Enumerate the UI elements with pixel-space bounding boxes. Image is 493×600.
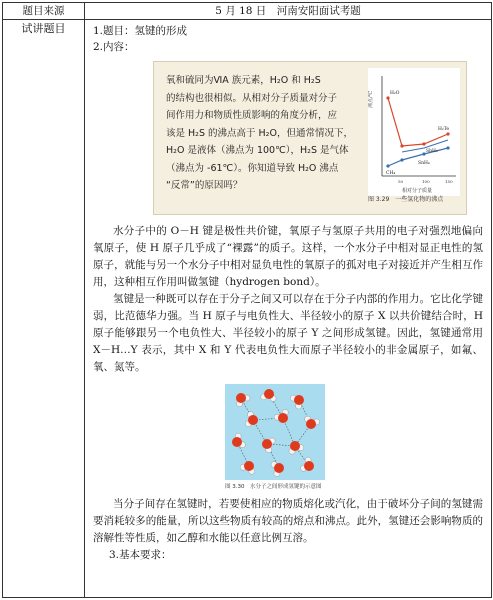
oxygen-atom <box>244 461 254 471</box>
oxygen-atom <box>274 463 284 473</box>
y-axis-label: 沸点/℃ <box>368 90 374 108</box>
source-label: 题目来源 <box>3 3 85 20</box>
data-point <box>386 164 389 167</box>
paragraph-hydrogen-bond-definition: 氢键是一种既可以存在于分子之间又可以存在于分子内部的作用力。它比化学键弱，比范德华力强。当 H 原子与电负性大、半径较小的原子 X 以共价键结合时，H 原子能够跟另一个电负性大、半径较小的原子 Y 之间形成氢键。因此，氢键通常用 X－H…Y 表示，其中 X 和 Y 代表电负性大而原子半径较小的非金属原子，如氟、氧、氮等。 <box>93 293 483 373</box>
x-tick-label: 100 <box>422 179 430 184</box>
content-body <box>85 20 491 563</box>
x-axis-label: 相对分子质量 <box>402 188 433 194</box>
source-value: 5 月 18 日 河南安阳面试考题 <box>85 3 492 20</box>
data-point <box>422 142 425 145</box>
oxygen-atom <box>306 419 316 429</box>
textbook-line: 的结构也很相似。从相对分子质量对分子 <box>166 92 338 104</box>
data-point <box>400 158 403 161</box>
lecture-topic-label: 试讲题目 <box>3 20 85 598</box>
series-label: SbH₃ <box>426 149 438 154</box>
water-molecules-diagram <box>225 384 325 480</box>
molecule-illustration <box>225 384 325 480</box>
data-point <box>386 96 389 99</box>
oxygen-atom <box>248 415 258 425</box>
series-label: CH₄ <box>386 171 396 176</box>
x-tick-label: 150 <box>445 179 453 184</box>
oxygen-atom <box>304 461 314 471</box>
molecule-caption: 图 3.30 水分子之间形成氢键的示意图 <box>225 484 322 490</box>
boiling-point-chart <box>368 68 460 208</box>
series-label: H₂O <box>390 91 400 96</box>
content-cell <box>85 20 492 598</box>
series-label: H₂Te <box>438 127 450 132</box>
textbook-line: “反常”的原因吗？ <box>166 180 243 191</box>
data-point <box>446 132 449 135</box>
oxygen-atom <box>264 389 274 399</box>
textbook-excerpt <box>153 61 467 215</box>
oxygen-atom <box>290 441 300 451</box>
molecule-figure <box>225 384 325 490</box>
question-table <box>2 2 492 598</box>
requirements-line: 3.基本要求： <box>109 549 172 561</box>
oxygen-atom <box>232 437 242 447</box>
x-tick-label: 50 <box>398 179 404 184</box>
oxygen-atom <box>294 395 304 405</box>
figure-caption: 图 3.29 一些氢化物的沸点 <box>368 196 444 203</box>
oxygen-atom <box>262 439 272 449</box>
textbook-text <box>166 72 356 195</box>
series-label: SnH₄ <box>418 161 430 166</box>
data-point <box>446 146 449 149</box>
textbook-line: （沸点为 -61℃）。你知道导致 H₂O 沸点 <box>166 162 339 174</box>
oxygen-atom <box>278 413 288 423</box>
textbook-line: H₂O 是液体（沸点为 100℃），H₂S 是气体 <box>166 145 349 156</box>
paragraph-hydrogen-bond-origin: 水分子中的 O－H 键是极性共价键，氧原子与氢原子共用的电子对强烈地偏向氧原子，使 H 原子几乎成了“裸露”的质子。这样，一个水分子中相对显正电性的氢原子，就能与另一个水分子中相对显负电性的氧原子的孤对电子对接近并产生相互作用，这种相互作用叫做氢键（hydrogen bond）。 <box>93 225 483 288</box>
textbook-line: 氧和硫同为ⅥA 族元素，H₂O 和 H₂S <box>166 75 321 86</box>
oxygen-atom <box>236 393 246 403</box>
content-line: 2.内容： <box>93 41 135 53</box>
paragraph-hydrogen-bond-effects: 当分子间存在氢键时，若要使相应的物质熔化或汽化，由于破坏分子间的氢键需要消耗较多的能量，所以这些物质有较高的熔点和沸点。此外，氢键还会影响物质的溶解性等性质，如乙醇和水能以任意比例互溶。 <box>93 498 483 544</box>
data-point <box>400 144 403 147</box>
textbook-line: 该是 H₂S 的沸点高于 H₂O，但通常情况下， <box>166 127 353 139</box>
title-line: 1.题目：氢键的形成 <box>93 25 188 37</box>
textbook-line: 间作用力和物质性质影响的角度分析，应 <box>166 110 338 121</box>
